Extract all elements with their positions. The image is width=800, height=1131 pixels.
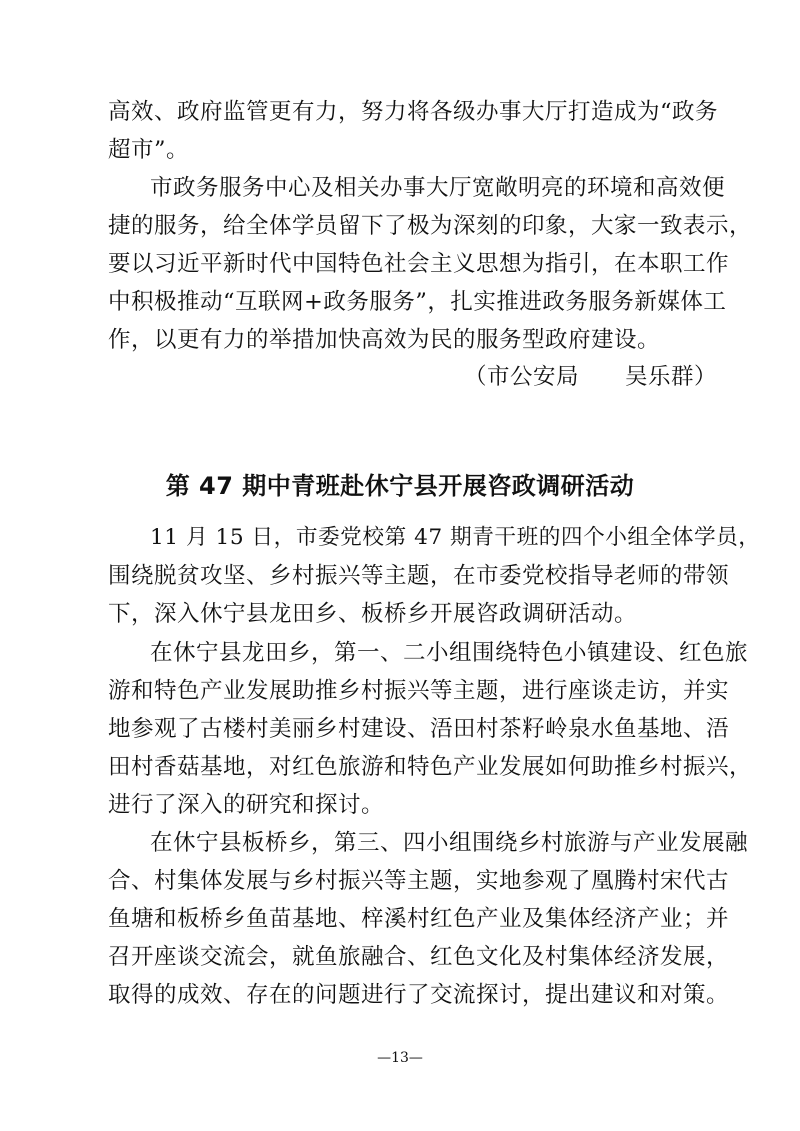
paragraph-line: 高效、政府监管更有力，努力将各级办事大厅打造成为“政务 <box>108 99 719 125</box>
page-number: —13— <box>377 1050 423 1066</box>
author-signature: （市公安局 吴乐群） <box>464 364 718 390</box>
paragraph-line: 围绕脱贫攻坚、乡村振兴等主题，在市委党校指导老师的带领 <box>108 563 730 589</box>
paragraph-line: 游和特色产业发展助推乡村振兴等主题，进行座谈走访，并实 <box>108 678 730 704</box>
paragraph-line: 合、村集体发展与乡村振兴等主题，实地参观了凰腾村宋代古 <box>108 868 730 894</box>
article-title: 第 47 期中青班赴休宁县开展咨政调研活动 <box>165 472 635 500</box>
paragraph-line: 下，深入休宁县龙田乡、板桥乡开展咨政调研活动。 <box>108 601 638 627</box>
paragraph-line: 在休宁县龙田乡，第一、二小组围绕特色小镇建设、红色旅 <box>150 640 749 666</box>
paragraph-line: 召开座谈交流会，就鱼旅融合、红色文化及村集体经济发展， <box>108 944 730 970</box>
paragraph-line: 在休宁县板桥乡，第三、四小组围绕乡村旅游与产业发展融 <box>150 830 749 856</box>
paragraph-line: 鱼塘和板桥乡鱼苗基地、梓溪村红色产业及集体经济产业；并 <box>108 906 730 932</box>
paragraph-line: 进行了深入的研究和探讨。 <box>108 792 385 818</box>
paragraph-line: 地参观了古楼村美丽乡村建设、浯田村茶籽岭泉水鱼基地、浯 <box>108 716 730 742</box>
paragraph-line: 取得的成效、存在的问题进行了交流探讨，提出建议和对策。 <box>108 982 730 1008</box>
paragraph-line: 要以习近平新时代中国特色社会主义思想为指引，在本职工作 <box>108 251 730 277</box>
paragraph-line: 田村香菇基地，对红色旅游和特色产业发展如何助推乡村振兴， <box>108 754 753 780</box>
paragraph-line: 市政务服务中心及相关办事大厅宽敞明亮的环境和高效便 <box>150 175 726 201</box>
paragraph-line: 作，以更有力的举措加快高效为民的服务型政府建设。 <box>108 327 661 353</box>
paragraph-line: 中积极推动“互联网+政务服务”，扎实推进政务服务新媒体工 <box>108 289 727 315</box>
paragraph-line: 捷的服务，给全体学员留下了极为深刻的印象，大家一致表示， <box>108 213 753 239</box>
paragraph-line: 超市”。 <box>108 137 190 163</box>
paragraph-line: 11 月 15 日，市委党校第 47 期青干班的四个小组全体学员， <box>150 525 761 550</box>
